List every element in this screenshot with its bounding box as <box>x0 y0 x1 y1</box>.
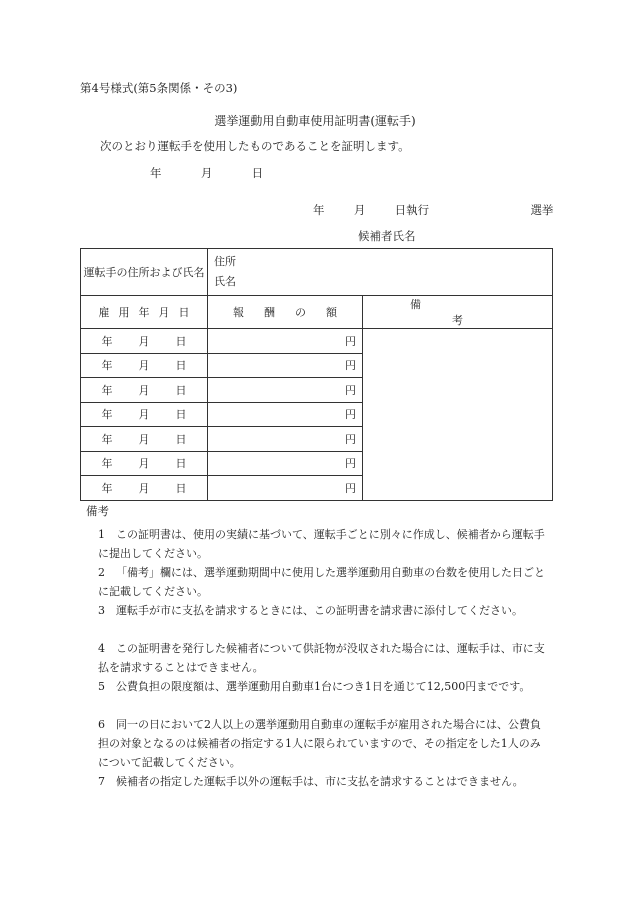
row-fee: 円 <box>208 353 363 378</box>
column-headers <box>81 296 553 329</box>
name-label: 氏名 <box>214 275 236 288</box>
driver-label-cell <box>81 249 208 296</box>
execution-line <box>313 202 553 218</box>
date-day: 日 <box>251 166 264 180</box>
address-label: 住所 <box>214 255 236 268</box>
col-fee: 報酬の額 <box>208 296 363 329</box>
col-remarks: 備考 <box>363 296 553 329</box>
row-fee: 円 <box>208 476 363 501</box>
page-title: 選挙運動用自動車使用証明書(運転手) <box>214 114 416 128</box>
note-item: 3 運転手が市に支払を請求するときには、この証明書を請求書に添付してください。 <box>98 604 523 617</box>
row-date: 年 月 日 <box>81 402 208 427</box>
row-fee: 円 <box>208 451 363 476</box>
candidate-name-label: 候補者氏名 <box>358 229 416 243</box>
driver-label: 運転手の住所および氏名 <box>83 266 205 279</box>
row-date: 年 月 日 <box>81 353 208 378</box>
note-item: 1 この証明書は、使用の実績に基づいて、運転手ごとに別々に作成し、候補者から運転手に提出してください。 <box>98 528 545 560</box>
table-row <box>81 329 553 354</box>
row-fee: 円 <box>208 427 363 452</box>
row-fee: 円 <box>208 402 363 427</box>
intro-text: 次のとおり運転手を使用したものであることを証明します。 <box>100 139 410 153</box>
driver-address-name-cell <box>208 249 553 296</box>
note-item: 7 候補者の指定した運転手以外の運転手は、市に支払を請求することはできません。 <box>98 775 524 788</box>
exec-day: 日執行 <box>394 203 430 217</box>
exec-month: 月 <box>353 203 366 217</box>
col-employment-date: 雇用年月日 <box>81 296 208 329</box>
note-item: 4 この証明書を発行した候補者について供託物が没収された場合には、運転手は、市に支払を請求することはできません。 <box>98 642 545 674</box>
note-item: 5 公費負担の限度額は、選挙運動用自動車1台につき1日を通じて12,500円までです。 <box>98 680 531 693</box>
row-date: 年 月 日 <box>81 427 208 452</box>
row-fee: 円 <box>208 378 363 403</box>
row-date: 年 月 日 <box>81 451 208 476</box>
certification-date <box>150 165 263 181</box>
exec-year: 年 <box>313 203 325 217</box>
form-id: 第4号様式(第5条関係・その3) <box>80 81 238 95</box>
usage-table <box>80 248 553 501</box>
row-fee: 円 <box>208 329 363 354</box>
row-date: 年 月 日 <box>81 378 208 403</box>
date-year: 年 <box>150 166 162 180</box>
date-month: 月 <box>200 166 213 180</box>
row-date: 年 月 日 <box>81 329 208 354</box>
remarks-cell <box>363 329 553 501</box>
notes-title: 備考 <box>86 504 109 518</box>
note-item: 6 同一の日において2人以上の選挙運動用自動車の運転手が雇用された場合には、公費負担の対象となるのは候補者の指定する1人に限られていますので、その指定をした1人のみについて記載してください。 <box>98 718 541 769</box>
election-label: 選挙 <box>530 203 554 217</box>
row-date: 年 月 日 <box>81 476 208 501</box>
note-item: 2 「備考」欄には、選挙運動期間中に使用した選挙運動用自動車の台数を使用した日ごとに記載してください。 <box>98 566 545 598</box>
